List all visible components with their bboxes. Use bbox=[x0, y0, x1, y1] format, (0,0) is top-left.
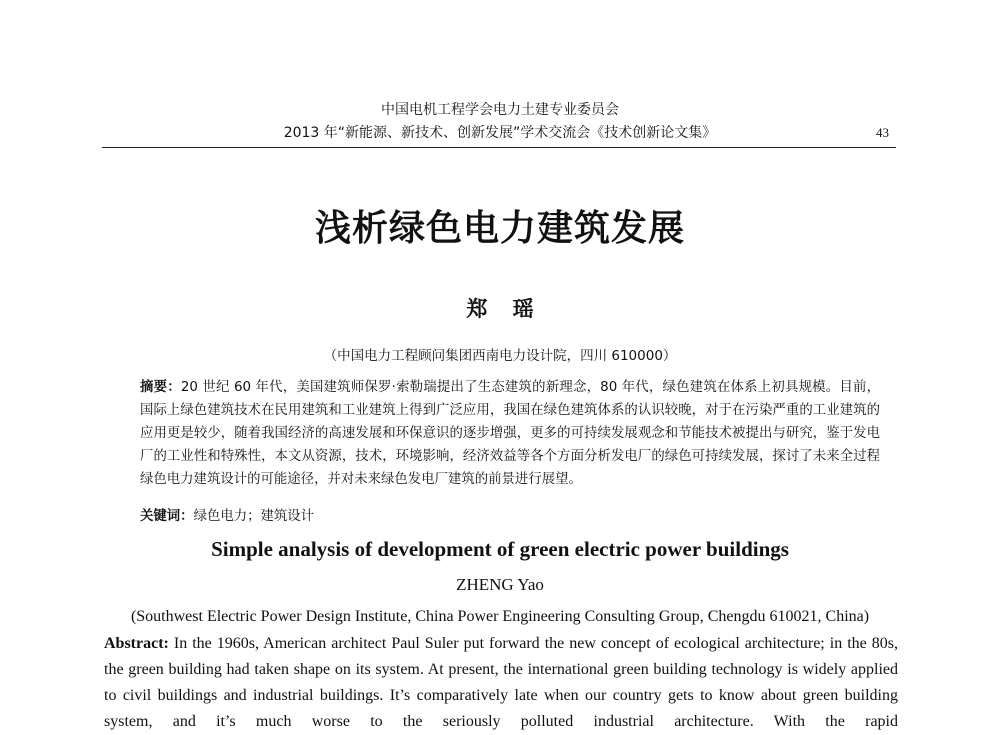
english-abstract bbox=[104, 631, 898, 735]
chinese-author: 郑 瑶 bbox=[466, 297, 534, 321]
header-rule bbox=[102, 147, 896, 148]
english-title: Simple analysis of development of green electric power buildings bbox=[211, 537, 789, 561]
chinese-abstract bbox=[140, 376, 880, 491]
header-organization: 中国电机工程学会电力土建专业委员会 bbox=[381, 102, 619, 118]
chinese-title: 浅析绿色电力建筑发展 bbox=[314, 208, 685, 249]
page-number: 43 bbox=[876, 125, 889, 140]
english-affiliation: (Southwest Electric Power Design Institute, China Power Engineering Consulting Group, Chengdu 610021, China) bbox=[130, 608, 870, 625]
chinese-keywords-text: 绿色电力；建筑设计 bbox=[193, 509, 315, 524]
chinese-abstract-text: 20 世纪 60 年代，美国建筑师保罗·索勒瑞提出了生态建筑的新理念，80 年代，绿色建筑在体系上初具规模。目前，国际上绿色建筑技术在民用建筑和工业建筑上得到广泛应用，我国在绿色建筑体系的认识较晚，对于在污染严重的工业建筑的应用更是较少，随着我国经济的高速发展和环保意识的逐步增强，更多的可持续发展观念和节能技术被提出与研究，鉴于发电厂的工业性和特殊性，本文从资源，技术，环境影响，经济效益等各个方面分析发电厂的绿色可持续发展，探讨了未来全过程绿色电力建筑设计的可能途径，并对未来绿色发电厂建筑的前景进行展望。 bbox=[140, 380, 880, 487]
header-proceedings: 2013 年“新能源、新技术、创新发展”学术交流会《技术创新论文集》 bbox=[283, 125, 717, 141]
chinese-abstract-label: 摘要： bbox=[140, 380, 181, 395]
chinese-affiliation: （中国电力工程顾问集团西南电力设计院，四川 610000） bbox=[323, 348, 677, 364]
chinese-keywords bbox=[140, 507, 880, 527]
english-author: ZHENG Yao bbox=[456, 575, 544, 594]
english-abstract-label: Abstract: bbox=[104, 635, 169, 652]
chinese-keywords-label: 关键词： bbox=[140, 509, 194, 524]
english-abstract-text: In the 1960s, American architect Paul Suler put forward the new concept of ecological architecture; in the 80s, the green building had taken shape on its system. At present, the international green building technology is widely applied to civil buildings and industrial buildings. It’s comparatively late when our country gets to know about green building system, and it’s much worse to the seriously polluted industrial architecture. With the rapid bbox=[104, 635, 898, 730]
